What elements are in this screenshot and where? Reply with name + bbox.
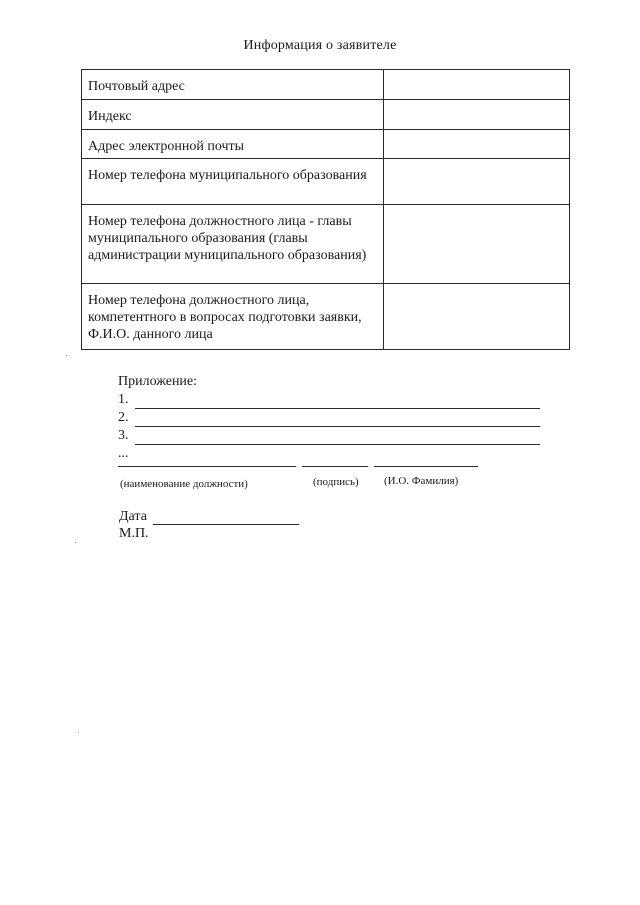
table-row xyxy=(82,284,570,350)
attachment-blank-line[interactable] xyxy=(135,432,540,445)
signature-blank-line[interactable] xyxy=(302,466,368,467)
attachments-section xyxy=(118,373,540,463)
row-value-index[interactable] xyxy=(384,100,570,130)
row-label-contact-person: Номер телефона должностного лица, компетентного в вопросах подготовки заявки, Ф.И.О. данного лица xyxy=(82,284,384,350)
position-caption: (наименование должности) xyxy=(120,478,248,490)
row-value-contact-person[interactable] xyxy=(384,284,570,350)
scan-speck xyxy=(78,732,79,733)
row-value-head-phone[interactable] xyxy=(384,205,570,284)
table-row xyxy=(82,70,570,100)
attachment-number: 1. xyxy=(118,392,129,407)
row-value-postal-address[interactable] xyxy=(384,70,570,100)
row-label-postal-address: Почтовый адрес xyxy=(82,70,384,100)
seal-label: М.П. xyxy=(119,526,149,541)
signature-caption: (подпись) xyxy=(313,476,359,488)
name-caption: (И.О. Фамилия) xyxy=(384,475,459,487)
date-line xyxy=(119,508,299,525)
attachment-item xyxy=(118,427,540,445)
attachments-heading: Приложение: xyxy=(118,374,198,389)
row-label-head-phone: Номер телефона должностного лица - главы муниципального образования (главы администрации муниципального образования) xyxy=(82,205,384,284)
table-row xyxy=(82,205,570,284)
scan-speck xyxy=(75,542,76,543)
date-label: Дата xyxy=(119,509,147,524)
row-label-email: Адрес электронной почты xyxy=(82,130,384,159)
table-row xyxy=(82,100,570,130)
row-value-municipality-phone[interactable] xyxy=(384,159,570,205)
table-row xyxy=(82,130,570,159)
attachment-item xyxy=(118,409,540,427)
attachment-number: 2. xyxy=(118,410,129,425)
attachment-item xyxy=(118,391,540,409)
row-value-email[interactable] xyxy=(384,130,570,159)
applicant-info-table xyxy=(81,69,570,350)
position-blank-line[interactable] xyxy=(118,466,296,467)
page-title: Информация о заявителе xyxy=(243,38,397,53)
name-blank-line[interactable] xyxy=(374,466,478,467)
attachment-blank-line[interactable] xyxy=(135,414,540,427)
row-label-municipality-phone: Номер телефона муниципального образования xyxy=(82,159,384,205)
date-blank-line[interactable] xyxy=(153,512,299,525)
attachment-number: 3. xyxy=(118,428,129,443)
attachments-ellipsis: ... xyxy=(118,446,129,461)
table-row xyxy=(82,159,570,205)
date-seal-block xyxy=(119,508,299,542)
scan-speck xyxy=(66,355,67,356)
attachment-blank-line[interactable] xyxy=(135,396,540,409)
row-label-index: Индекс xyxy=(82,100,384,130)
